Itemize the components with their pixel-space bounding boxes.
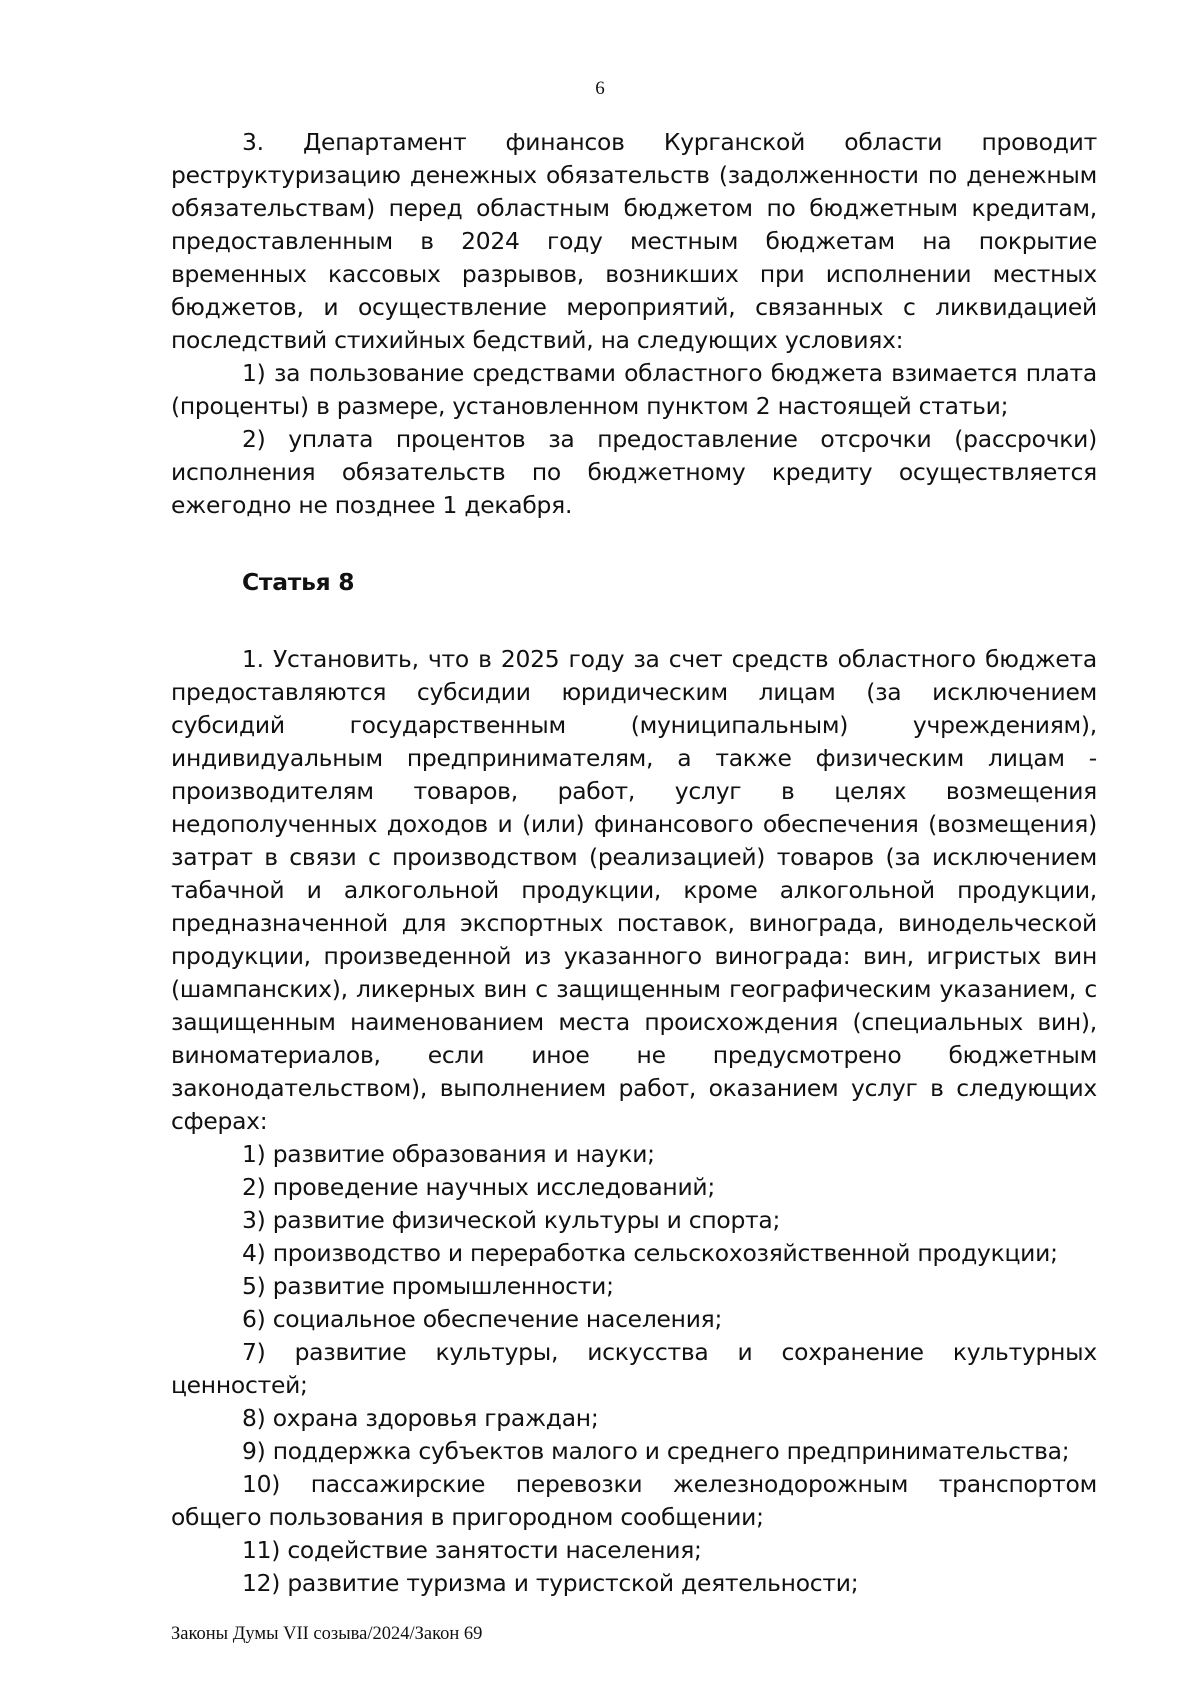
list-item: 3) развитие физической культуры и спорта;: [242, 1206, 781, 1234]
list-item: 10) пассажирские перевозки железнодорожным транспортом общего пользования в пригородном сообщении;: [171, 1470, 1097, 1531]
list-item: 4) производство и переработка сельскохозяйственной продукции;: [242, 1239, 1058, 1267]
article-heading: Статья 8: [242, 568, 355, 596]
list-item: 1) развитие образования и науки;: [242, 1140, 655, 1168]
list-item: 9) поддержка субъектов малого и среднего предпринимательства;: [242, 1437, 1070, 1465]
page-number: 6: [595, 78, 605, 99]
list-item: 2) проведение научных исследований;: [242, 1173, 715, 1201]
list-item: 12) развитие туризма и туристской деятельности;: [242, 1569, 859, 1597]
list-item: 7) развитие культуры, искусства и сохранение культурных ценностей;: [171, 1338, 1097, 1399]
list-item: 11) содействие занятости населения;: [242, 1536, 702, 1564]
list-item: 5) развитие промышленности;: [242, 1272, 614, 1300]
article-8-paragraph-1: 1. Установить, что в 2025 году за счет средств областного бюджета предоставляются субсидии юридическим лицам (за исключением субсидий государственным (муниципальным) учреждениям), индивидуальным предпринимателям, а также физическим лицам - производителям товаров, работ, услуг в целях возмещения недополученных доходов и (или) финансового обеспечения (возмещения) затрат в связи с производством (реализацией) товаров (за исключением табачной и алкогольной продукции, кроме алкогольной продукции, предназначенной для экспортных поставок, винограда, винодельческой продукции, произведенной из указанного винограда: вин, игристых вин (шампанских), ликерных вин с защищенным географическим указанием, с защищенным наименованием места происхождения (специальных вин), виноматериалов, если иное не предусмотрено бюджетным законодательством), выполнением работ, оказанием услуг в следующих сферах:: [171, 645, 1097, 1135]
list-item: 1) за пользование средствами областного бюджета взимается плата (проценты) в размере, установленном пунктом 2 настоящей статьи;: [171, 359, 1097, 420]
document-footer: Законы Думы VII созыва/2024/Закон 69: [171, 1624, 483, 1644]
paragraph-3: 3. Департамент финансов Курганской области проводит реструктуризацию денежных обязательств (задолженности по денежным обязательствам) перед областным бюджетом по бюджетным кредитам, предоставленным в 2024 году местным бюджетам на покрытие временных кассовых разрывов, возникших при исполнении местных бюджетов, и осуществление мероприятий, связанных с ликвидацией последствий стихийных бедствий, на следующих условиях:: [171, 128, 1097, 354]
list-item: 8) охрана здоровья граждан;: [242, 1404, 599, 1432]
list-item: 2) уплата процентов за предоставление отсрочки (рассрочки) исполнения обязательств по бюджетному кредиту осуществляется ежегодно не позднее 1 декабря.: [171, 425, 1097, 519]
list-item: 6) социальное обеспечение населения;: [242, 1305, 723, 1333]
document-body: [171, 126, 1097, 1600]
